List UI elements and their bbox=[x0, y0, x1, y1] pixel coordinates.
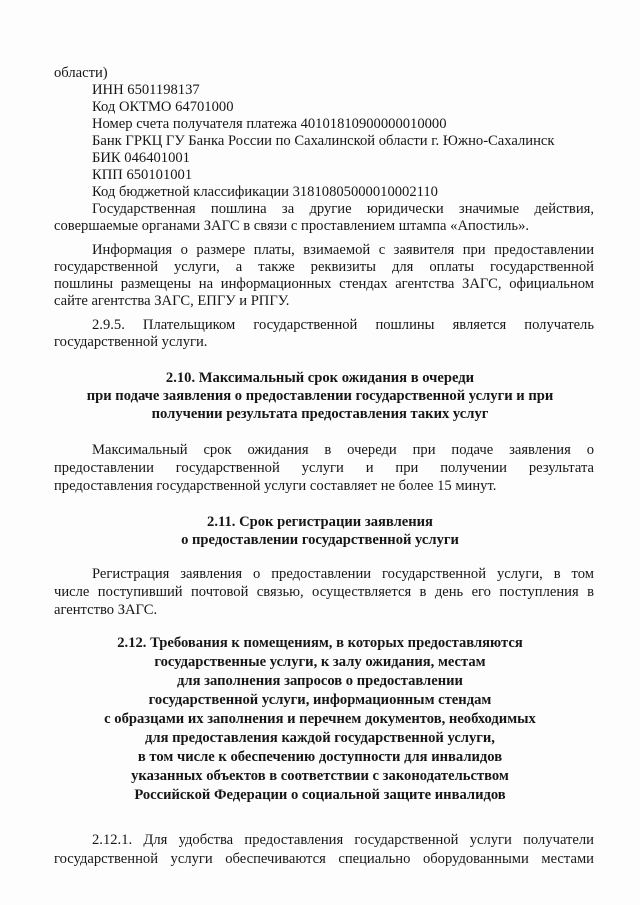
section-heading: в том числе к обеспечению доступности для инвалидов bbox=[137, 749, 503, 765]
kbk-line: Код бюджетной классификации 31810805000010002110 bbox=[92, 184, 438, 200]
section-heading: получении результата предоставления таких услуг bbox=[151, 406, 489, 422]
section-heading: о предоставлении государственной услуги bbox=[181, 532, 459, 548]
account-line: Номер счета получателя платежа 40101810900000010000 bbox=[92, 116, 447, 132]
section-heading: для предоставления каждой государственной услуги, bbox=[145, 730, 495, 746]
paragraph-line: Информация о размере платы, взимаемой с заявителя при предоставлении bbox=[92, 242, 594, 258]
paragraph-line: государственной услуги. bbox=[54, 334, 208, 350]
section-heading: с образцами их заполнения и перечнем документов, необходимых bbox=[104, 711, 536, 727]
paragraph-line: числе поступивший почтовой связью, осуществляется в день его поступления в bbox=[54, 584, 594, 600]
paragraph-line: пошлины размещены на информационных стендах агентства ЗАГС, официальном bbox=[54, 276, 594, 292]
paragraph-line: государственной услуги обеспечиваются специально оборудованными местами bbox=[54, 851, 594, 867]
text-line: области) bbox=[54, 65, 108, 81]
section-heading: при подаче заявления о предоставлении государственной услуги и при bbox=[86, 388, 554, 404]
section-heading: государственные услуги, к залу ожидания, местам bbox=[154, 654, 486, 670]
paragraph-line: Регистрация заявления о предоставлении государственной услуги, в том bbox=[92, 566, 594, 582]
section-heading: государственной услуги, информационным стендам bbox=[148, 692, 492, 708]
paragraph-line: Государственная пошлина за другие юридически значимые действия, bbox=[92, 201, 594, 217]
paragraph-line: совершаемые органами ЗАГС в связи с проставлением штампа «Апостиль». bbox=[54, 218, 530, 234]
section-heading: для заполнения запросов о предоставлении bbox=[177, 673, 463, 689]
section-heading: 2.10. Максимальный срок ожидания в очереди bbox=[165, 370, 475, 386]
kpp-line: КПП 650101001 bbox=[92, 167, 193, 183]
bank-line: Банк ГРКЦ ГУ Банка России по Сахалинской области г. Южно-Сахалинск bbox=[92, 133, 555, 149]
paragraph-line: предоставления государственной услуги составляет не более 15 минут. bbox=[54, 478, 497, 494]
inn-line: ИНН 6501198137 bbox=[92, 82, 200, 98]
section-heading: 2.12. Требования к помещениям, в которых предоставляются bbox=[117, 635, 523, 651]
paragraph-line: агентство ЗАГС. bbox=[54, 602, 158, 618]
paragraph-line: 2.9.5. Плательщиком государственной пошлины является получатель bbox=[92, 317, 594, 333]
paragraph-line: 2.12.1. Для удобства предоставления государственной услуги получатели bbox=[92, 832, 594, 848]
paragraph-line: Максимальный срок ожидания в очереди при подаче заявления о bbox=[92, 442, 594, 458]
section-heading: 2.11. Срок регистрации заявления bbox=[207, 514, 433, 530]
paragraph-line: предоставлении государственной услуги и при получении результата bbox=[54, 460, 594, 476]
bik-line: БИК 046401001 bbox=[92, 150, 190, 166]
paragraph-line: государственной услуги, а также реквизиты для оплаты государственной bbox=[54, 259, 594, 275]
section-heading: Российской Федерации о социальной защите инвалидов bbox=[134, 787, 506, 803]
section-heading: указанных объектов в соответствии с законодательством bbox=[131, 768, 509, 784]
paragraph-line: сайте агентства ЗАГС, ЕПГУ и РПГУ. bbox=[54, 293, 290, 309]
oktmo-line: Код ОКТМО 64701000 bbox=[92, 99, 234, 115]
